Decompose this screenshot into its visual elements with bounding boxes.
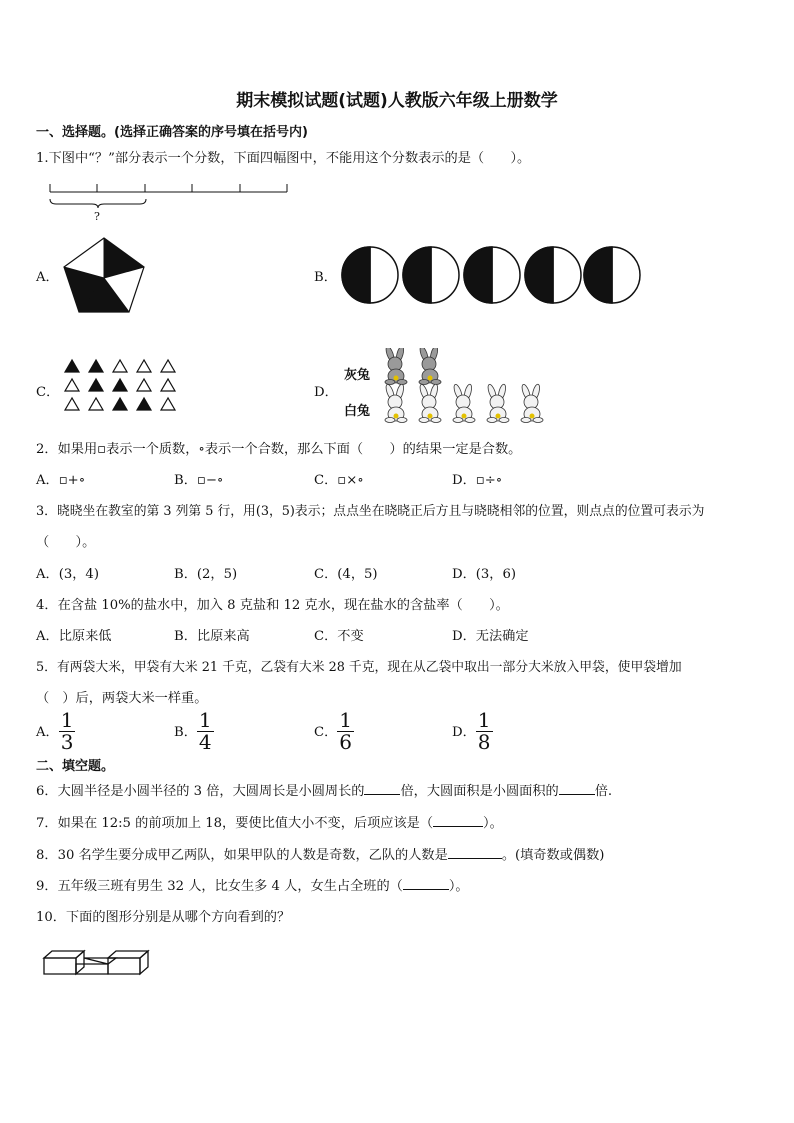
question-9 bbox=[36, 875, 469, 894]
q8-blank[interactable] bbox=[448, 846, 502, 859]
question-2-text: 2．如果用▫表示一个质数，∘表示一个合数，那么下面（ ）的结果一定是合数。 bbox=[36, 442, 522, 457]
segment-figure bbox=[44, 180, 294, 224]
q5-option-b-label: B． bbox=[174, 725, 197, 740]
q1-option-b-label[interactable]: B． bbox=[314, 270, 337, 285]
section-heading-fill: 二、填空题。 bbox=[36, 759, 115, 774]
q3-option-d[interactable]: D．(3，6) bbox=[452, 567, 517, 582]
question-10-text: 10．下面的图形分别是从哪个方向看到的？ bbox=[36, 910, 291, 925]
q3-option-c[interactable]: C．(4，5) bbox=[314, 567, 378, 582]
q6-text-3: 倍. bbox=[594, 784, 613, 799]
page-title: 期末模拟试题(试题)人教版六年级上册数学 bbox=[236, 91, 558, 111]
q9-blank[interactable] bbox=[403, 877, 449, 890]
q7-blank[interactable] bbox=[433, 814, 483, 827]
q8-text-1: 8．30 名学生要分成甲乙两队，如果甲队的人数是奇数，乙队的人数是 bbox=[36, 848, 448, 863]
q9-text-1: 9．五年级三班有男生 32 人，比女生多 4 人，女生占全班的（ bbox=[36, 879, 403, 894]
cube-drawing-icon bbox=[40, 946, 160, 978]
q1-option-c-label[interactable]: C． bbox=[36, 385, 60, 400]
q5-option-c-label: C． bbox=[314, 725, 338, 740]
fraction-one-sixth: $\frac{1}{6}$ bbox=[339, 708, 353, 754]
q1-option-d-label[interactable]: D． bbox=[314, 385, 338, 400]
q4-option-a[interactable]: A．比原来低 bbox=[36, 629, 112, 644]
q7-text-1: 7．如果在 12:5 的前项加上 18，要使比值大小不变，后项应该是（ bbox=[36, 816, 434, 831]
q4-option-c[interactable]: C．不变 bbox=[314, 629, 364, 644]
q5-option-d-label: D． bbox=[452, 725, 476, 740]
question-6 bbox=[36, 780, 612, 799]
gray-rabbit-label: 灰兔 bbox=[344, 368, 371, 383]
q3-option-b[interactable]: B．(2，5) bbox=[174, 567, 238, 582]
fraction-one-third: $\frac{1}{3}$ bbox=[60, 708, 74, 754]
question-8 bbox=[36, 844, 604, 863]
question-3-text: 3．晓晓坐在教室的第 3 列第 5 行，用(3，5)表示；点点坐在晓晓正后方且与晓晓相邻的位置，则点点的位置可表示为 bbox=[36, 504, 705, 519]
q2-option-a[interactable]: A．▫+∘ bbox=[36, 473, 86, 488]
question-5-text: 5．有两袋大米，甲袋有大米 21 千克，乙袋有大米 28 千克，现在从乙袋中取出一部分大米放入甲袋，使甲袋增加 bbox=[36, 660, 682, 675]
section-heading-choice: 一、选择题。(选择正确答案的序号填在括号内) bbox=[36, 125, 308, 140]
triangles-icon bbox=[62, 357, 182, 415]
q6-blank-1[interactable] bbox=[364, 782, 400, 795]
q7-text-2: ）。 bbox=[483, 816, 503, 831]
q5-option-a-label: A． bbox=[36, 725, 59, 740]
q2-option-d[interactable]: D．▫÷∘ bbox=[452, 473, 503, 488]
q6-text-2: 倍，大圆面积是小圆面积的 bbox=[400, 784, 559, 799]
q2-option-b[interactable]: B．▫−∘ bbox=[174, 473, 224, 488]
white-rabbit-label: 白兔 bbox=[344, 404, 371, 419]
question-5-text-cont: （ ）后，两袋大米一样重。 bbox=[36, 691, 208, 706]
q6-blank-2[interactable] bbox=[559, 782, 595, 795]
rabbits-icon bbox=[376, 348, 556, 426]
q6-text-1: 6．大圆半径是小圆半径的 3 倍，大圆周长是小圆周长的 bbox=[36, 784, 365, 799]
q8-text-2: 。(填奇数或偶数) bbox=[501, 848, 605, 863]
question-3-text-cont: （ ）。 bbox=[36, 535, 96, 550]
fraction-one-eighth: $\frac{1}{8}$ bbox=[477, 708, 491, 754]
q5-option-b[interactable] bbox=[174, 710, 214, 753]
question-7 bbox=[36, 812, 503, 831]
q1-option-a-label[interactable]: A． bbox=[36, 270, 59, 285]
question-1-text: 1.下图中“？”部分表示一个分数，下面四幅图中，不能用这个分数表示的是（ ）。 bbox=[36, 151, 531, 166]
q5-option-c[interactable] bbox=[314, 710, 354, 753]
pentagon-icon bbox=[62, 236, 146, 314]
question-4-text: 4．在含盐 10%的盐水中，加入 8 克盐和 12 克水，现在盐水的含盐率（ ）。 bbox=[36, 598, 509, 613]
fraction-one-fourth: $\frac{1}{4}$ bbox=[198, 708, 212, 754]
q5-option-d[interactable] bbox=[452, 710, 493, 753]
q9-text-2: ）。 bbox=[448, 879, 469, 894]
q3-option-a[interactable]: A．(3，4) bbox=[36, 567, 99, 582]
q4-option-d[interactable]: D．无法确定 bbox=[452, 629, 529, 644]
half-circles-icon bbox=[340, 245, 642, 305]
q5-option-a[interactable] bbox=[36, 710, 75, 753]
question-mark-label: ? bbox=[94, 210, 100, 223]
q4-option-b[interactable]: B．比原来高 bbox=[174, 629, 250, 644]
q2-option-c[interactable]: C．▫×∘ bbox=[314, 473, 364, 488]
